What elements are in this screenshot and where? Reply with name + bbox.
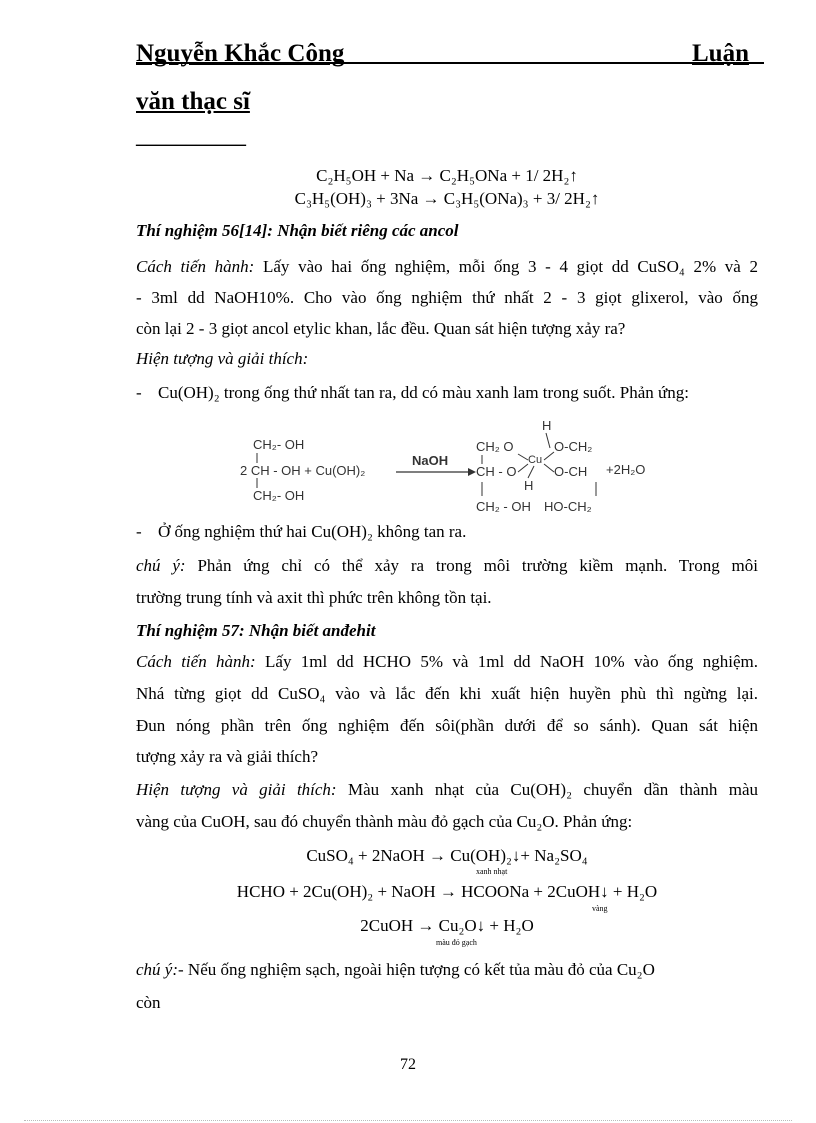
equation-cuoh-cu2o: 2CuOH → Cu₂O↓ + H₂O	[360, 916, 534, 935]
exp56-note-label: chú ý:	[136, 556, 186, 575]
exp56-method-line1	[136, 257, 758, 277]
equation-ethanol-sodium: C₂H₅OH + Na → C₂H₅ONa + 1/ 2H₂↑	[316, 166, 578, 185]
exp57-note-text1: Nếu ống nghiệm sạch, ngoài hiện tượng có kết tủa màu đỏ của Cu₂O	[187, 960, 655, 979]
exp56-bullet1: - Cu(OH)₂ trong ống thứ nhất tan ra, dd có màu xanh lam trong suốt. Phản ứng:	[136, 383, 689, 402]
equation-hcho-cuoh2: HCHO + 2Cu(OH)₂ + NaOH → HCOONa + 2CuOH↓ + H₂O	[236, 882, 658, 901]
exp57-note-label: chú ý:-	[136, 960, 184, 979]
exp57-method-line1	[136, 652, 758, 672]
exp57-method-text1: Lấy 1ml dd HCHO 5% và 1ml dd NaOH 10% vào ống nghiệm.	[265, 652, 758, 671]
exp56-phenomenon-label: Hiện tượng và giải thích:	[136, 349, 309, 368]
exp57-note-line2: còn	[136, 993, 161, 1012]
note-mau-do-gach: màu đỏ gạch	[436, 938, 477, 947]
exp56-method-label: Cách tiến hành:	[136, 257, 255, 276]
product-cho: CH - O	[476, 464, 517, 479]
exp57-method-line2: Nhá từng giọt dd CuSO₄ vào và lắc đến khi xuất hiện huyền phù thì ngừng lại.	[136, 684, 758, 703]
reactant-line1: CH₂- OH	[253, 437, 305, 452]
page-bottom-divider	[24, 1120, 792, 1121]
product-h-bottom: H	[524, 478, 534, 493]
exp56-bullet2-text: Ở ống nghiệm thứ hai Cu(OH)₂ không tan ra.	[158, 522, 467, 541]
product-ch2oh: CH₂ - OH	[476, 499, 531, 514]
equation-cuso4-naoh: CuSO₄ + 2NaOH → Cu(OH)₂↓+ Na₂SO₄	[306, 846, 588, 865]
exp56-title: Thí nghiệm 56[14]: Nhận biết riêng các ancol	[136, 221, 459, 240]
header-title-part1: Luận	[692, 40, 749, 67]
exp57-title: Thí nghiệm 57: Nhận biết anđehit	[136, 621, 376, 640]
exp56-method-text1: Lấy vào hai ống nghiệm, mỗi ống 3 - 4 giọt dd CuSO₄ 2% và 2	[263, 257, 758, 276]
exp56-method-line2: - 3ml dd NaOH10%. Cho vào ống nghiệm thứ nhất 2 - 3 giọt glixerol, vào ống	[136, 288, 758, 307]
header-author: Nguyễn Khắc Công	[136, 40, 345, 67]
note-vang: vàng	[592, 904, 608, 913]
product-o-ch2: O-CH₂	[554, 439, 593, 454]
page-number: 72	[400, 1056, 416, 1073]
exp56-note-line1	[136, 556, 758, 576]
header-title-part2: văn thạc sĩ	[136, 88, 250, 115]
reactant-line2: 2 CH - OH + Cu(OH)₂	[240, 463, 366, 478]
exp57-method-line3: Đun nóng phần trên ống nghiệm đến sôi(phần dưới để so sánh). Quan sát hiện	[136, 716, 758, 735]
header-rule: ___________	[136, 126, 246, 148]
exp57-phenomenon-line1	[136, 780, 758, 800]
exp57-phenomenon-line2: vàng của CuOH, sau đó chuyển thành màu đỏ gạch của Cu₂O. Phản ứng:	[136, 812, 633, 831]
product-ho-ch2: HO-CH₂	[544, 499, 592, 514]
reactant-line3: CH₂- OH	[253, 488, 305, 503]
header-underline	[136, 62, 764, 64]
exp57-method-line4: tượng xảy ra và giải thích?	[136, 747, 319, 766]
product-h-top: H	[542, 418, 552, 433]
glycerol-copper-complex-diagram	[236, 418, 656, 522]
exp57-phenomenon-label: Hiện tượng và giải thích:	[136, 780, 337, 799]
exp56-note-line2: trường trung tính và axit thì phức trên không tồn tại.	[136, 588, 492, 607]
product-o-ch: O-CH	[554, 464, 588, 479]
exp57-phenomenon-text1: Màu xanh nhạt của Cu(OH)₂ chuyển dần thành màu	[347, 780, 759, 799]
exp56-bullet1-text: Cu(OH)₂ trong ống thứ nhất tan ra, dd có màu xanh lam trong suốt. Phản ứng:	[158, 383, 689, 402]
exp56-note-text1: Phản ứng chỉ có thể xảy ra trong môi trường kiềm mạnh. Trong môi	[197, 556, 758, 575]
product-cu: Cu	[528, 454, 543, 466]
note-xanh-nhat: xanh nhạt	[476, 867, 508, 876]
exp56-bullet2: - Ở ống nghiệm thứ hai Cu(OH)₂ không tan ra.	[136, 522, 467, 541]
equation-glycerol-sodium: C₃H₅(OH)₃ + 3Na → C₃H₅(ONa)₃ + 3/ 2H₂↑	[294, 189, 600, 208]
exp56-method-line3: còn lại 2 - 3 giọt ancol etylic khan, lắc đều. Quan sát hiện tượng xảy ra?	[136, 319, 626, 338]
exp57-method-label: Cách tiến hành:	[136, 652, 256, 671]
product-water: +2H₂O	[606, 462, 646, 477]
exp57-note-line1	[136, 960, 758, 980]
product-ch2o: CH₂ O	[476, 439, 514, 454]
arrow-label: NaOH	[412, 453, 449, 468]
